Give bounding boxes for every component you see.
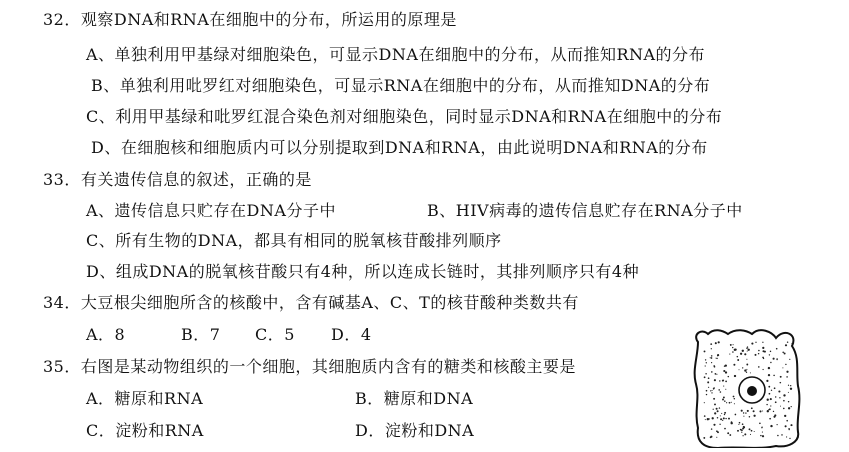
question-number: 34． bbox=[43, 293, 81, 312]
question-number: 35． bbox=[43, 357, 81, 376]
animal-cell-figure bbox=[688, 324, 806, 448]
question-32-option-a: A、单独利用甲基绿对细胞染色，可显示DNA在细胞中的分布，从而推知RNA的分布 bbox=[86, 45, 706, 64]
question-34-stem-line bbox=[43, 292, 579, 314]
question-33-option-c: C、所有生物的DNA，都具有相同的脱氧核苷酸排列顺序 bbox=[86, 231, 502, 250]
question-34-option-c: C．5 bbox=[255, 325, 295, 344]
question-32-option-c: C、利用甲基绿和吡罗红混合染色剂对细胞染色，同时显示DNA和RNA在细胞中的分布 bbox=[86, 107, 723, 126]
question-34-option-b: B．7 bbox=[181, 325, 221, 344]
question-35-option-a: A．糖原和RNA bbox=[86, 389, 204, 408]
question-33-stem-line bbox=[43, 169, 312, 191]
question-stem: 右图是某动物组织的一个细胞，其细胞质内含有的糖类和核酸主要是 bbox=[80, 357, 576, 376]
question-34-option-a: A．8 bbox=[86, 325, 126, 344]
question-35-option-d: D．淀粉和DNA bbox=[355, 421, 475, 440]
question-stem: 观察DNA和RNA在细胞中的分布，所运用的原理是 bbox=[80, 10, 457, 29]
question-number: 33． bbox=[43, 170, 81, 189]
question-stem: 有关遗传信息的叙述，正确的是 bbox=[80, 170, 312, 189]
question-35-option-c: C．淀粉和RNA bbox=[86, 421, 204, 440]
question-35-stem-line bbox=[43, 356, 576, 378]
question-35-option-b: B．糖原和DNA bbox=[355, 389, 474, 408]
question-33-option-a: A、遗传信息只贮存在DNA分子中 bbox=[86, 201, 336, 220]
question-34-option-d: D．4 bbox=[331, 325, 372, 344]
question-33-option-d: D、组成DNA的脱氧核苷酸只有4种，所以连成长链时，其排列顺序只有4种 bbox=[86, 262, 640, 281]
question-32-option-d: D、在细胞核和细胞质内可以分别提取到DNA和RNA，由此说明DNA和RNA的分布 bbox=[91, 138, 708, 157]
question-number: 32． bbox=[43, 10, 81, 29]
question-32-option-b: B、单独利用吡罗红对细胞染色，可显示RNA在细胞中的分布，从而推知DNA的分布 bbox=[91, 76, 711, 95]
animal-cell-drawing bbox=[688, 324, 806, 448]
question-32-stem-line bbox=[43, 9, 457, 31]
question-33-option-b: B、HIV病毒的遗传信息贮存在RNA分子中 bbox=[427, 201, 743, 220]
nucleolus bbox=[747, 386, 757, 396]
question-stem: 大豆根尖细胞所含的核酸中，含有碱基A、C、T的核苷酸种类数共有 bbox=[80, 293, 579, 312]
